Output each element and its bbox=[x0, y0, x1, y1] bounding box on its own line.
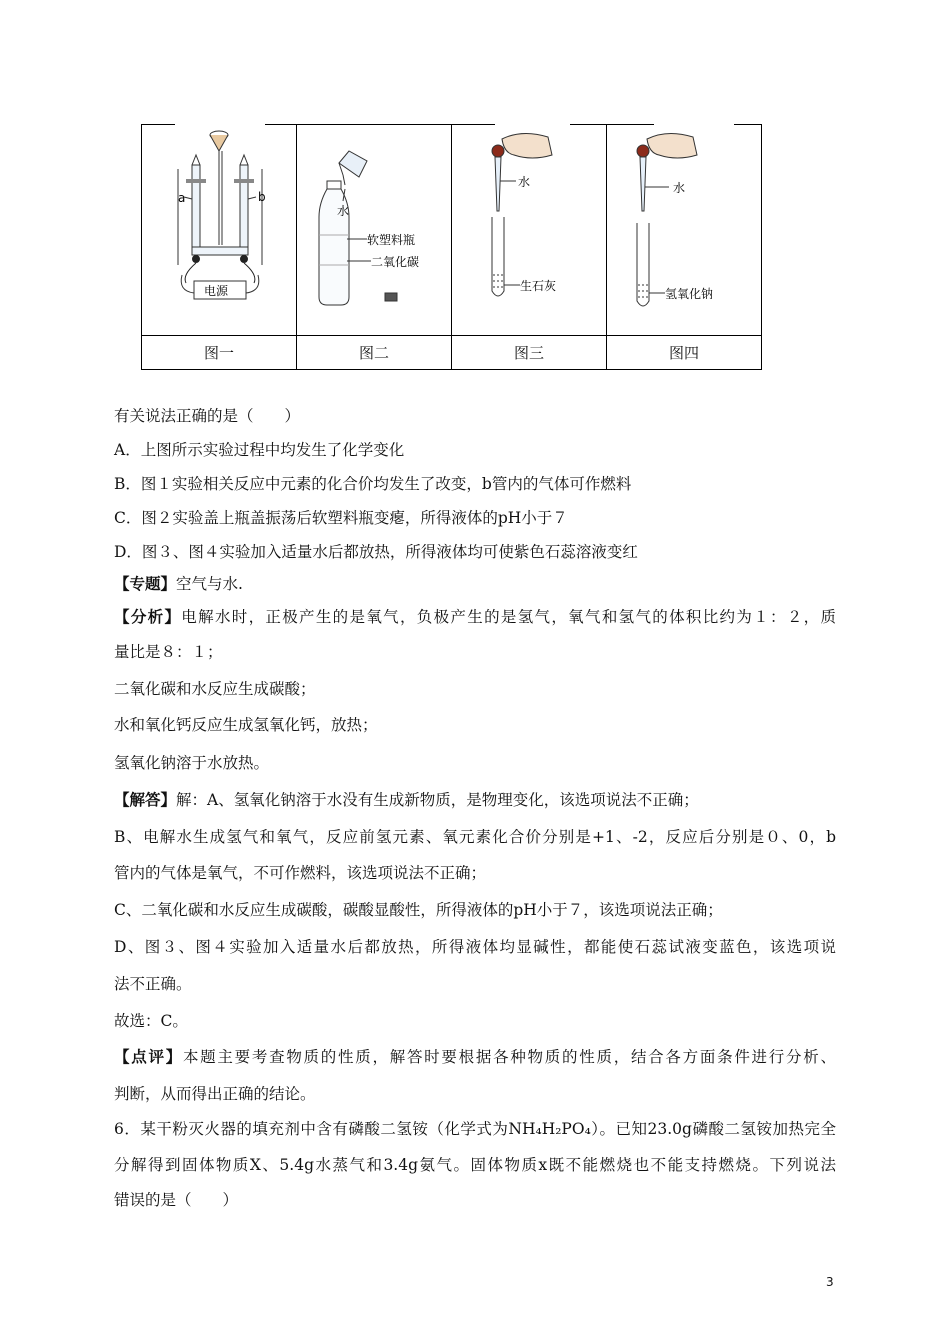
border-gap bbox=[495, 121, 570, 127]
figure-4-cell bbox=[607, 125, 762, 336]
figure-1-cell bbox=[142, 125, 297, 336]
comment-line-1 bbox=[114, 1046, 836, 1068]
solution-line-3: 管内的气体是氧气，不可作燃料，该选项说法不正确； bbox=[114, 864, 487, 882]
solution-line-4: C、二氧化碳和水反应生成碳酸，碳酸显酸性，所得液体的pH小于７，该选项说法正确； bbox=[114, 901, 723, 919]
border-gap bbox=[175, 121, 265, 127]
water-label: 水 bbox=[673, 181, 686, 195]
sodium-hydroxide-label: 氢氧化钠 bbox=[665, 287, 714, 301]
page-number: 3 bbox=[826, 1275, 834, 1289]
power-source-label: 电源 bbox=[204, 284, 229, 298]
option-a: A．上图所示实验过程中均发生了化学变化 bbox=[114, 441, 405, 459]
figure-3-caption: 图三 bbox=[452, 336, 607, 370]
answer-line: 故选：C。 bbox=[114, 1012, 188, 1030]
analysis-line-1 bbox=[114, 606, 836, 628]
figure-4-caption: 图四 bbox=[607, 336, 762, 370]
comment-heading: 【点评】 bbox=[114, 1047, 183, 1066]
solution-line-1 bbox=[114, 789, 699, 811]
option-c: C．图２实验盖上瓶盖振荡后软塑料瓶变瘪，所得液体的pH小于７ bbox=[114, 509, 568, 527]
topic-line bbox=[114, 573, 243, 595]
analysis-line-3: 二氧化碳和水反应生成碳酸； bbox=[114, 680, 316, 698]
comment-line-2: 判断，从而得出正确的结论。 bbox=[114, 1085, 316, 1103]
bottle-label: 软塑料瓶 bbox=[367, 233, 416, 247]
plastic-bottle-diagram bbox=[297, 125, 451, 335]
question-6-line-1: 6．某干粉灭火器的填充剂中含有磷酸二氢铵（化学式为NH₄H₂PO₄）。已知23.0g磷酸二氢铵加热完全 bbox=[114, 1120, 836, 1138]
border-gap bbox=[654, 121, 734, 127]
option-d: D．图３、图４实验加入适量水后都放热，所得液体均可使紫色石蕊溶液变红 bbox=[114, 543, 638, 561]
tube-b-label: b bbox=[258, 190, 266, 204]
solution-text: 解：A、氢氧化钠溶于水没有生成新物质，是物理变化，该选项说法不正确； bbox=[176, 791, 699, 809]
topic-heading: 【专题】 bbox=[114, 574, 177, 593]
tube-a-label: a bbox=[178, 191, 186, 205]
quicklime-test-tube-diagram bbox=[452, 125, 606, 335]
solution-line-5: D、图３、图４实验加入适量水后都放热，所得液体均显碱性，都能使石蕊试液变蓝色，该选项说 bbox=[114, 938, 836, 956]
figure-2-cell bbox=[297, 125, 452, 336]
figure-table bbox=[141, 124, 762, 370]
water-label: 水 bbox=[518, 175, 531, 189]
analysis-heading: 【分析】 bbox=[114, 607, 182, 626]
sodium-hydroxide-test-tube-diagram bbox=[607, 125, 761, 335]
solution-heading: 【解答】 bbox=[114, 790, 177, 809]
figure-3-cell bbox=[452, 125, 607, 336]
analysis-text: 电解水时，正极产生的是氧气，负极产生的是氢气，氧气和氢气的体积比约为１：２，质 bbox=[181, 608, 836, 626]
water-label: 水 bbox=[337, 204, 350, 218]
option-b: B．图１实验相关反应中元素的化合价均发生了改变，b管内的气体可作燃料 bbox=[114, 475, 632, 493]
question-stem: 有关说法正确的是（ ） bbox=[114, 407, 301, 425]
electrolysis-apparatus-diagram bbox=[142, 125, 296, 335]
solution-line-2: B、电解水生成氢气和氧气，反应前氢元素、氧元素化合价分别是+1、-2，反应后分别是０、0，b bbox=[114, 828, 836, 846]
carbon-dioxide-label: 二氧化碳 bbox=[371, 255, 420, 269]
figure-1-caption: 图一 bbox=[142, 336, 297, 370]
analysis-line-5: 氢氧化钠溶于水放热。 bbox=[114, 754, 270, 772]
topic-text: 空气与水. bbox=[176, 575, 243, 593]
question-6-line-3: 错误的是（ ） bbox=[114, 1191, 239, 1209]
question-6-line-2: 分解得到固体物质X、5.4g水蒸气和3.4g氨气。固体物质x既不能燃烧也不能支持燃烧。下列说法 bbox=[114, 1156, 836, 1174]
analysis-line-4: 水和氧化钙反应生成氢氧化钙，放热； bbox=[114, 716, 378, 734]
quicklime-label: 生石灰 bbox=[520, 279, 557, 293]
comment-text: 本题主要考查物质的性质，解答时要根据各种物质的性质，结合各方面条件进行分析、 bbox=[182, 1048, 836, 1066]
solution-line-6: 法不正确。 bbox=[114, 975, 192, 993]
figure-2-caption: 图二 bbox=[297, 336, 452, 370]
analysis-line-2: 量比是８：１； bbox=[114, 643, 223, 661]
